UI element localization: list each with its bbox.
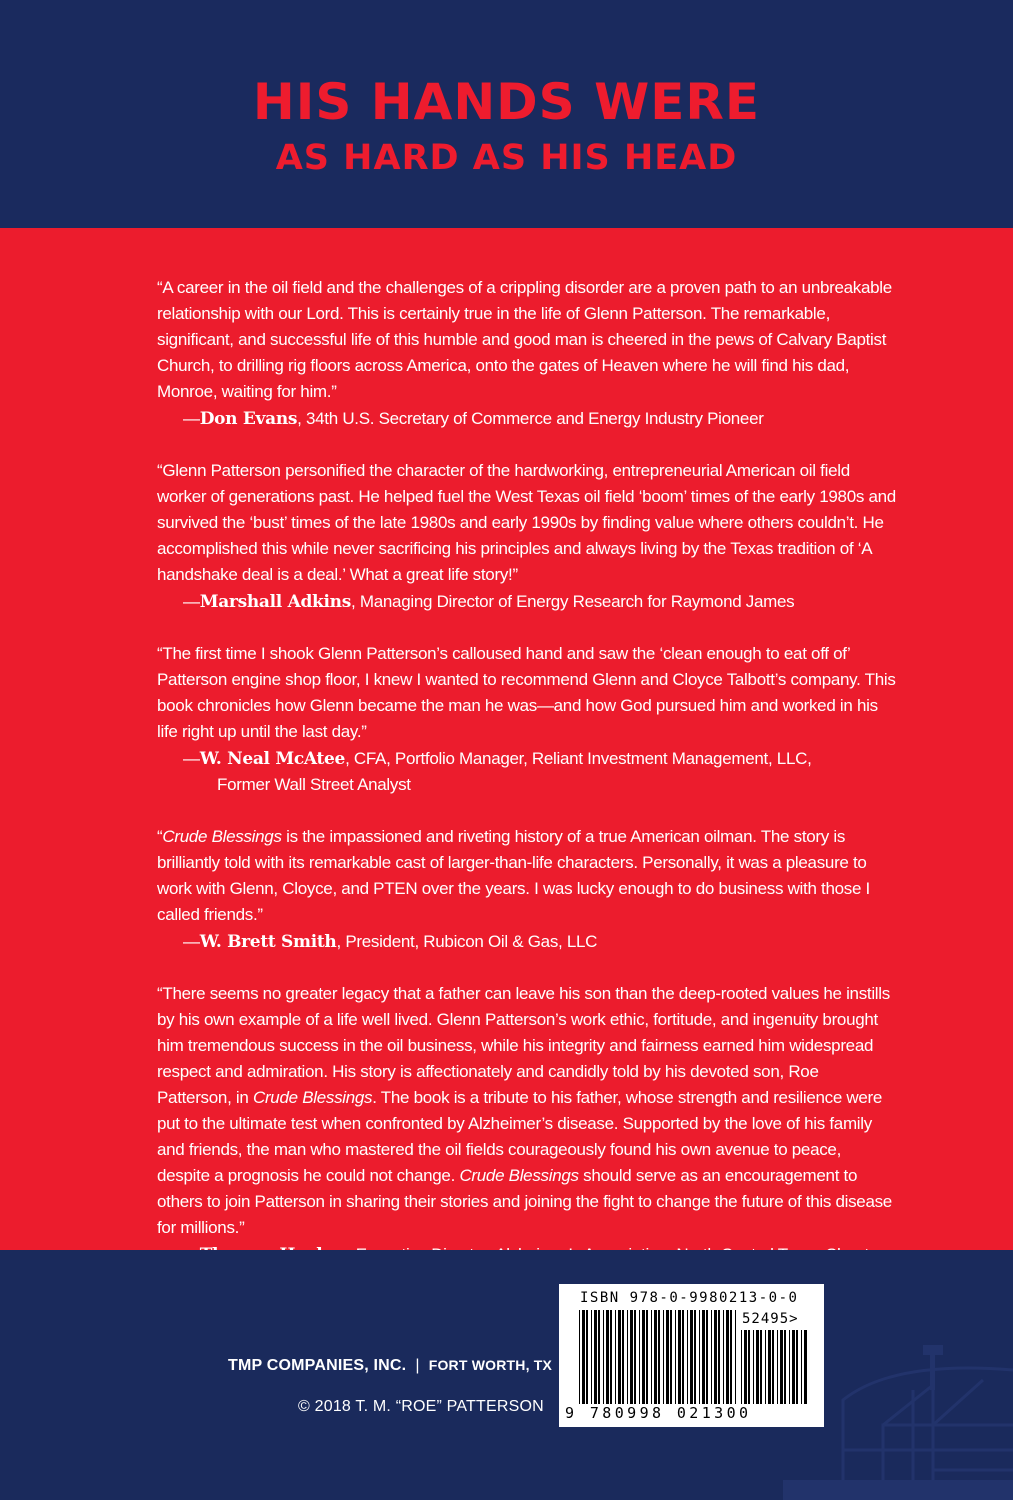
barcode-bar bbox=[780, 1330, 783, 1404]
barcode-bar bbox=[726, 1310, 729, 1404]
author-name: Don Evans bbox=[199, 409, 298, 429]
barcode-bar bbox=[627, 1310, 628, 1404]
book-title: Crude Blessings bbox=[162, 827, 282, 846]
barcode-bar bbox=[658, 1310, 660, 1404]
headline-line-1: HIS HANDS WERE bbox=[252, 73, 761, 131]
barcode-bar bbox=[670, 1310, 672, 1404]
barcode-bar bbox=[699, 1310, 700, 1404]
barcode-bar bbox=[579, 1310, 580, 1404]
barcode-bar bbox=[642, 1310, 645, 1404]
testimonial-attribution: —W. Brett Smith, President, Rubicon Oil & Gas, LLC bbox=[183, 932, 598, 952]
barcode-bar bbox=[753, 1330, 754, 1404]
testimonial-attribution: —Don Evans, 34th U.S. Secretary of Commerce and Energy Industry Pioneer bbox=[183, 409, 764, 429]
author-name: W. Neal McAtee bbox=[199, 749, 346, 769]
testimonial-attribution: —W. Neal McAtee, CFA, Portfolio Manager, Reliant Investment Management, LLC, Former Wall Street Analyst bbox=[183, 746, 897, 798]
book-title: Crude Blessings bbox=[459, 1166, 579, 1185]
author-title: , Managing Director of Energy Research for Raymond James bbox=[351, 592, 795, 611]
barcode-bar bbox=[789, 1330, 790, 1404]
author-title: , CFA, Portfolio Manager, Reliant Investment Management, LLC, bbox=[345, 749, 812, 768]
barcode-bar bbox=[801, 1330, 802, 1404]
barcode-bar bbox=[654, 1310, 657, 1404]
publisher-line bbox=[228, 1357, 552, 1375]
headline-line-2: AS HARD AS HIS HEAD bbox=[275, 138, 738, 178]
bottom-band bbox=[0, 1250, 1013, 1500]
barcode-bar bbox=[687, 1310, 688, 1404]
author-name: W. Brett Smith bbox=[199, 932, 337, 952]
barcode-bar bbox=[760, 1330, 762, 1404]
barcode-bar bbox=[768, 1330, 771, 1404]
barcode-bar bbox=[690, 1310, 693, 1404]
barcode-bar bbox=[730, 1310, 732, 1404]
author-title: , 34th U.S. Secretary of Commerce and Energy Industry Pioneer bbox=[297, 409, 764, 428]
testimonial-list bbox=[157, 275, 897, 1294]
barcode-bar bbox=[711, 1310, 712, 1404]
barcode-bar bbox=[675, 1310, 676, 1404]
barcode-bar bbox=[666, 1310, 669, 1404]
barcode-bar bbox=[804, 1330, 807, 1404]
barcode-bar bbox=[723, 1310, 724, 1404]
testimonial-quote: “Glenn Patterson personified the character of the hardworking, entrepreneurial American oil field worker of generations past. He helped fuel the West Texas oil field ‘boom’ times of the early 1980s and survived the ‘bust’ times of the late 1980s and early 1990s by finding value where others couldn’t. He accomplished this while never sacrificing his principles and always living by the Texas tradition of ‘A handshake deal is a deal.’ What a great life story!” bbox=[157, 461, 896, 584]
headline bbox=[0, 70, 1013, 182]
barcode-bar bbox=[694, 1310, 696, 1404]
barcode-bar bbox=[777, 1330, 778, 1404]
barcode-bar bbox=[618, 1310, 621, 1404]
barcode-bar bbox=[622, 1310, 624, 1404]
barcode-bar bbox=[651, 1310, 652, 1404]
barcode-bar bbox=[784, 1330, 786, 1404]
barcode-digits: 9 780998 021300 bbox=[565, 1404, 752, 1422]
testimonial-quote: “Crude Blessings is the impassioned and riveting history of a true American oilman. The story is brilliantly told with its remarkable cast of larger-than-life characters. Personally, it was a pleasure to work with Glenn, Cloyce, and PTEN over the years. I was lucky enough to do business with those I called friends.” bbox=[157, 827, 870, 924]
isbn-label: ISBN 978-0-9980213-0-0 bbox=[580, 1290, 799, 1306]
barcode-bar bbox=[586, 1310, 588, 1404]
barcode-bar bbox=[606, 1310, 609, 1404]
publisher-name: TMP COMPANIES, INC. bbox=[228, 1357, 407, 1374]
testimonial-attribution: —Marshall Adkins, Managing Director of Energy Research for Raymond James bbox=[183, 592, 795, 612]
barcode-bar bbox=[748, 1330, 750, 1404]
testimonial-quote: “A career in the oil field and the challenges of a crippling disorder are a proven path to an unbreakable relationship with our Lord. This is certainly true in the life of Glenn Patterson. The remarkable, significant, and successful life of this humble and good man is cheered in the pews of Calvary Baptist Church, to drilling rig floors across America, onto the gates of Heaven where he will find his dad, Monroe, waiting for him.” bbox=[157, 278, 892, 401]
author-name: Marshall Adkins bbox=[199, 592, 352, 612]
barcode-bar bbox=[744, 1330, 747, 1404]
testimonial bbox=[157, 641, 897, 798]
barcode-bar bbox=[582, 1310, 585, 1404]
testimonial bbox=[157, 275, 897, 432]
barcode-bar bbox=[594, 1310, 597, 1404]
barcode-bar bbox=[646, 1310, 648, 1404]
price-code: 52495> bbox=[742, 1311, 799, 1327]
barcode-bar bbox=[792, 1330, 795, 1404]
barcode-bar bbox=[702, 1310, 705, 1404]
barcode-bar bbox=[735, 1310, 736, 1404]
barcode-bar bbox=[610, 1310, 612, 1404]
testimonial-quote: “The first time I shook Glenn Patterson’s calloused hand and saw the ‘clean enough to eat off of’ Patterson engine shop floor, I knew I wanted to recommend Glenn and Cloyce Talbott’s company. This book chronicles how Glenn became the man he was—and how God pursued him and worked in his life right up until the last day.” bbox=[157, 644, 896, 741]
barcode-bar bbox=[714, 1310, 717, 1404]
barcode-bar bbox=[591, 1310, 592, 1404]
testimonial-quote: “There seems no greater legacy that a father can leave his son than the deep-rooted values he instills by his own example of a life well lived. Glenn Patterson’s work ethic, fortitude, and ingenuity brought him tremendous success in the oil business, while his integrity and fairness earned him widespread respect and admiration. His story is affectionately and candidly told by his devoted son, Roe Patterson, in Crude Blessings. The book is a tribute to his father, whose strength and resilience were put to the ultimate test when confronted by Alzheimer’s disease. Supported by the love of his family and friends, the man who mastered the oil fields courageously found his own avenue to peace, despite a prognosis he could not change. Crude Blessings should serve as an encouragement to others to join Patterson in sharing their stories and joining the fight to change the future of this disease for millions.” bbox=[157, 984, 892, 1237]
barcode-bar bbox=[682, 1310, 684, 1404]
barcode-bar bbox=[772, 1330, 774, 1404]
testimonial bbox=[157, 458, 897, 615]
separator: | bbox=[415, 1357, 420, 1374]
barcode-bar bbox=[663, 1310, 664, 1404]
barcode-bar bbox=[741, 1330, 742, 1404]
book-title: Crude Blessings bbox=[252, 1088, 373, 1107]
barcode-bar bbox=[598, 1310, 600, 1404]
testimonial bbox=[157, 981, 897, 1268]
barcode-bar bbox=[630, 1310, 633, 1404]
testimonial bbox=[157, 824, 897, 955]
barcode-bar bbox=[765, 1330, 766, 1404]
copyright: © 2018 T. M. “ROE” PATTERSON bbox=[298, 1398, 544, 1415]
author-title: , President, Rubicon Oil & Gas, LLC bbox=[336, 932, 598, 951]
barcode-bar bbox=[639, 1310, 640, 1404]
barcode-bar bbox=[796, 1330, 798, 1404]
barcode-bar bbox=[603, 1310, 604, 1404]
author-title-line-2: Former Wall Street Analyst bbox=[217, 775, 411, 794]
barcode-bar bbox=[718, 1310, 720, 1404]
barcode-bar bbox=[678, 1310, 681, 1404]
barcode-bar bbox=[756, 1330, 759, 1404]
barcode-bar bbox=[706, 1310, 708, 1404]
publisher-city: FORT WORTH, TX bbox=[428, 1357, 553, 1373]
barcode-bar bbox=[615, 1310, 616, 1404]
isbn-barcode bbox=[559, 1284, 824, 1427]
barcode-bar bbox=[634, 1310, 636, 1404]
